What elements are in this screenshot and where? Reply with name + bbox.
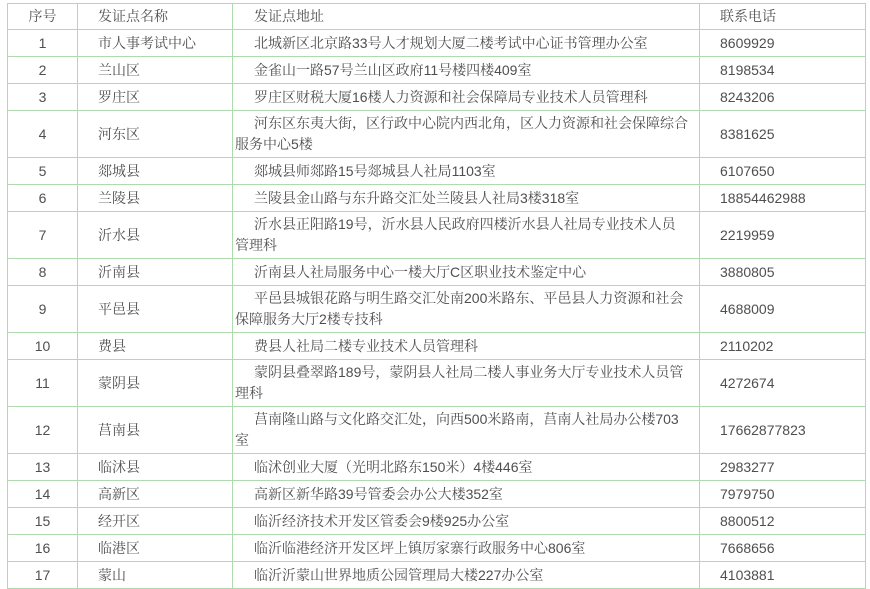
cell-contact-phone: 2219959 — [700, 212, 866, 259]
cell-point-address: 罗庄区财税大厦16楼人力资源和社会保障局专业技术人员管理科 — [233, 84, 700, 111]
cell-serial-number: 11 — [8, 360, 78, 407]
table-row — [8, 535, 866, 562]
cell-point-name: 兰山区 — [78, 57, 233, 84]
cell-point-address: 临沭创业大厦（光明北路东150米）4楼446室 — [233, 454, 700, 481]
table-row — [8, 158, 866, 185]
cell-point-name: 郯城县 — [78, 158, 233, 185]
cell-serial-number: 1 — [8, 30, 78, 57]
cell-serial-number: 14 — [8, 481, 78, 508]
table-body — [8, 30, 866, 589]
cell-point-address: 临沂沂蒙山世界地质公园管理局大楼227办公室 — [233, 562, 700, 589]
cell-point-name: 罗庄区 — [78, 84, 233, 111]
cell-point-address: 金雀山一路57号兰山区政府11号楼四楼409室 — [233, 57, 700, 84]
cell-serial-number: 2 — [8, 57, 78, 84]
cell-serial-number: 5 — [8, 158, 78, 185]
table-row — [8, 286, 866, 333]
cell-point-address: 莒南隆山路与文化路交汇处，向西500米路南，莒南人社局办公楼703室 — [233, 407, 700, 454]
cell-point-name: 高新区 — [78, 481, 233, 508]
table-row — [8, 259, 866, 286]
table-row — [8, 84, 866, 111]
cell-point-name: 沂水县 — [78, 212, 233, 259]
cell-serial-number: 13 — [8, 454, 78, 481]
cell-contact-phone: 3880805 — [700, 259, 866, 286]
cell-point-address: 沂水县正阳路19号，沂水县人民政府四楼沂水县人社局专业技术人员管理科 — [233, 212, 700, 259]
cell-contact-phone: 6107650 — [700, 158, 866, 185]
cell-contact-phone: 4103881 — [700, 562, 866, 589]
cell-point-address: 沂南县人社局服务中心一楼大厅C区职业技术鉴定中心 — [233, 259, 700, 286]
cell-point-name: 平邑县 — [78, 286, 233, 333]
cell-point-name: 市人事考试中心 — [78, 30, 233, 57]
table-row — [8, 481, 866, 508]
cell-point-name: 费县 — [78, 333, 233, 360]
cell-point-address: 平邑县城银花路与明生路交汇处南200米路东、平邑县人力资源和社会保障服务大厅2楼专技科 — [233, 286, 700, 333]
cell-point-address: 兰陵县金山路与东升路交汇处兰陵县人社局3楼318室 — [233, 185, 700, 212]
cell-serial-number: 9 — [8, 286, 78, 333]
cell-contact-phone: 2110202 — [700, 333, 866, 360]
table-row — [8, 454, 866, 481]
cell-contact-phone: 2983277 — [700, 454, 866, 481]
cell-serial-number: 7 — [8, 212, 78, 259]
cell-point-name: 兰陵县 — [78, 185, 233, 212]
cell-contact-phone: 8243206 — [700, 84, 866, 111]
cell-contact-phone: 7668656 — [700, 535, 866, 562]
cell-serial-number: 6 — [8, 185, 78, 212]
table-row — [8, 212, 866, 259]
cell-contact-phone: 8381625 — [700, 111, 866, 158]
cell-point-name: 临沭县 — [78, 454, 233, 481]
table-wrapper — [7, 3, 870, 589]
cell-point-address: 河东区东夷大街，区行政中心院内西北角，区人力资源和社会保障综合服务中心5楼 — [233, 111, 700, 158]
cell-point-address: 郯城县师郯路15号郯城县人社局1103室 — [233, 158, 700, 185]
cell-point-name: 河东区 — [78, 111, 233, 158]
table-row — [8, 333, 866, 360]
cell-point-address: 临沂经济技术开发区管委会9楼925办公室 — [233, 508, 700, 535]
table-row — [8, 508, 866, 535]
cell-point-name: 经开区 — [78, 508, 233, 535]
table-row — [8, 111, 866, 158]
table-row — [8, 30, 866, 57]
cell-serial-number: 3 — [8, 84, 78, 111]
cell-contact-phone: 17662877823 — [700, 407, 866, 454]
table-row — [8, 57, 866, 84]
cell-point-name: 蒙阴县 — [78, 360, 233, 407]
issuance-points-table — [7, 3, 866, 589]
column-header-address: 发证点地址 — [233, 4, 700, 30]
column-header-index: 序号 — [8, 4, 78, 30]
cell-serial-number: 12 — [8, 407, 78, 454]
table-row — [8, 185, 866, 212]
table-header — [8, 4, 866, 30]
cell-point-address: 高新区新华路39号管委会办公大楼352室 — [233, 481, 700, 508]
cell-serial-number: 4 — [8, 111, 78, 158]
table-row — [8, 407, 866, 454]
cell-contact-phone: 8800512 — [700, 508, 866, 535]
cell-serial-number: 15 — [8, 508, 78, 535]
column-header-phone: 联系电话 — [700, 4, 866, 30]
cell-point-name: 沂南县 — [78, 259, 233, 286]
table-row — [8, 360, 866, 407]
cell-point-address: 北城新区北京路33号人才规划大厦二楼考试中心证书管理办公室 — [233, 30, 700, 57]
cell-point-name: 莒南县 — [78, 407, 233, 454]
cell-serial-number: 10 — [8, 333, 78, 360]
cell-point-name: 蒙山 — [78, 562, 233, 589]
cell-contact-phone: 7979750 — [700, 481, 866, 508]
cell-serial-number: 8 — [8, 259, 78, 286]
cell-contact-phone: 8609929 — [700, 30, 866, 57]
table-row — [8, 562, 866, 589]
cell-contact-phone: 8198534 — [700, 57, 866, 84]
cell-point-address: 费县人社局二楼专业技术人员管理科 — [233, 333, 700, 360]
cell-point-name: 临港区 — [78, 535, 233, 562]
cell-point-address: 蒙阴县叠翠路189号，蒙阴县人社局二楼人事业务大厅专业技术人员管理科 — [233, 360, 700, 407]
header-row — [8, 4, 866, 30]
column-header-name: 发证点名称 — [78, 4, 233, 30]
page — [0, 3, 870, 583]
cell-contact-phone: 18854462988 — [700, 185, 866, 212]
cell-serial-number: 16 — [8, 535, 78, 562]
cell-point-address: 临沂临港经济开发区坪上镇厉家寨行政服务中心806室 — [233, 535, 700, 562]
cell-contact-phone: 4272674 — [700, 360, 866, 407]
cell-serial-number: 17 — [8, 562, 78, 589]
cell-contact-phone: 4688009 — [700, 286, 866, 333]
